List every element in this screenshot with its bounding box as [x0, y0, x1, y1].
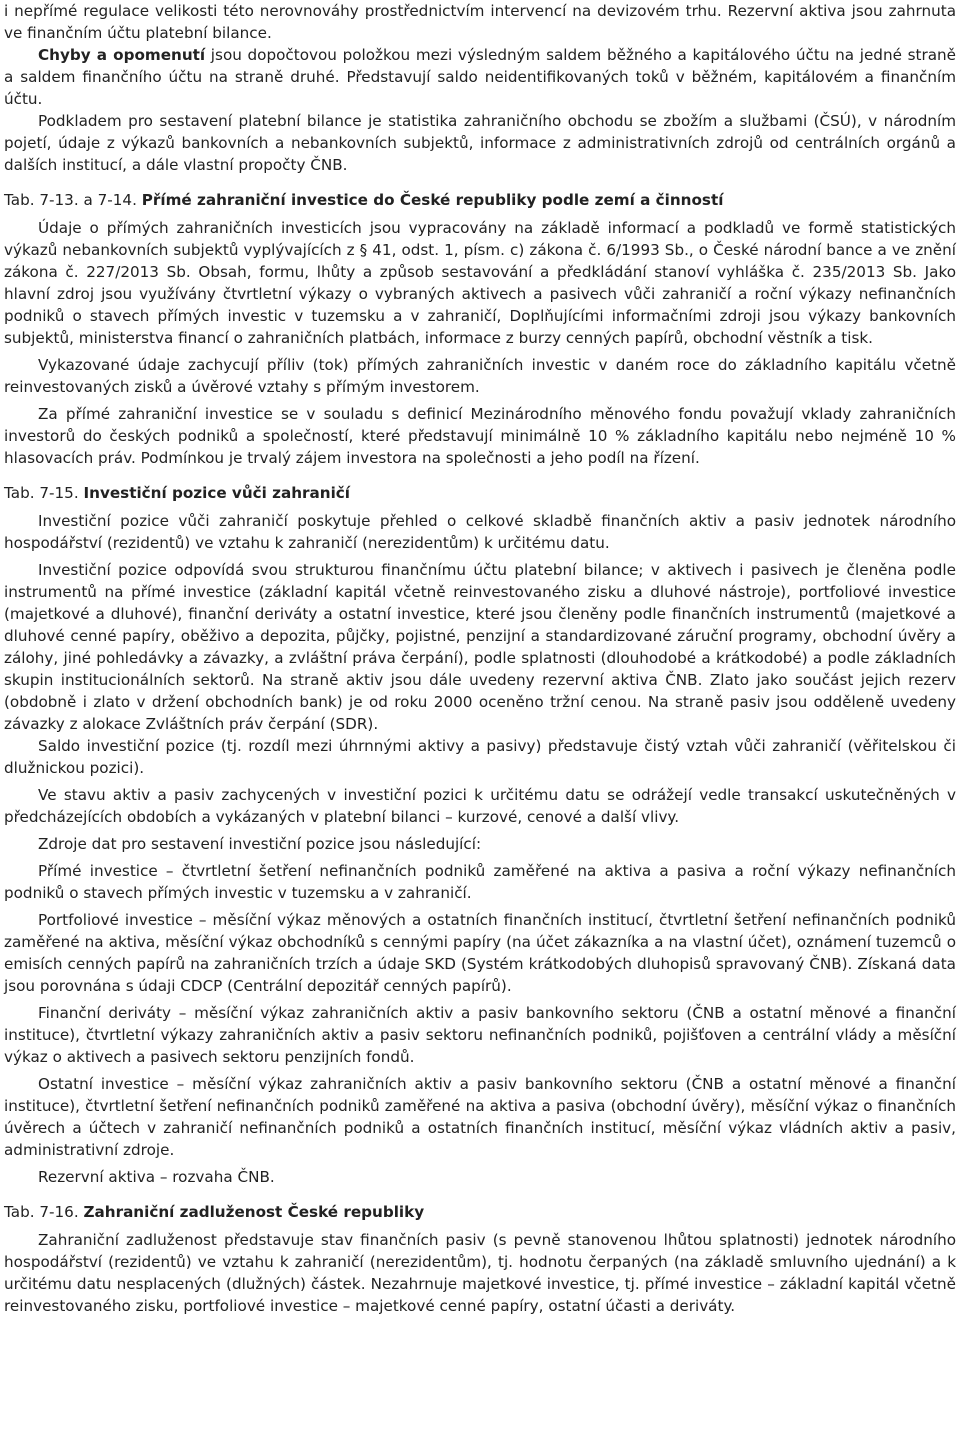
- fdi-paragraph-3: Za přímé zahraniční investice se v souladu s definicí Mezinárodního měnového fondu považují vklady zahraničních investorů do českých podniků a společností, které představují minimálně 10 % základního kapitálu nebo nejméně 10 % hlasovacích práv. Podmínkou je trvalý zájem investora na společnosti a jeho podíl na řízení.: [4, 405, 956, 467]
- iip-paragraph-2: Investiční pozice odpovídá svou strukturou finančnímu účtu platební bilance; v aktivech i pasivech je členěna podle instrumentů na přímé investice (základní kapitál včetně reinvestovaného zisku a dluhové nástroje), portfoliové investice (majetkové a dluhové), finanční deriváty a ostatní investice, které jsou členěny podle finančních instrumentů (majetkové a dluhové cenné papíry, oběživo a depozita, půjčky, pojistné, penzijní a standardizované záruční programy, obchodní úvěry a zálohy, jiné pohledávky a závazky, a zvláštní práva čerpání), podle splatnosti (dlouhodobé a krátkodobé) a podle základních skupin institucionálních sektorů. Na straně aktiv jsou dále uvedeny rezervní aktiva ČNB. Zlato jako součást jejich rezerv (obdobně i zlato v držení obchodních bank) je od roku 2000 oceněno tržní cenou. Na straně pasiv jsou odděleně uvedeny závazky z alokace Zvláštních práv čerpání (SDR).: [4, 561, 956, 733]
- iip-paragraph-5: Zdroje dat pro sestavení investiční pozice jsou následující:: [38, 835, 482, 853]
- iip-paragraph-9: Ostatní investice – měsíční výkaz zahraničních aktiv a pasiv bankovního sektoru (ČNB a ostatní měnové a finanční instituce), čtvrtletní šetření nefinančních podniků zaměřené na aktiva a pasiva (obchodní úvěry), měsíční výkaz o finančních úvěrech a účtech v zahraničí nefinančních podniků a ostatních finančních institucí, měsíční výkaz vládních aktiv a pasiv, administrativní zdroje.: [4, 1075, 956, 1159]
- iip-paragraph-7: Portfoliové investice – měsíční výkaz měnových a ostatních finančních institucí, čtvrtletní šetření nefinančních podniků zaměřené na aktiva, měsíční výkaz obchodníků s cennými papíry (na účet zákazníka a na vlastní účet), oznámení tuzemců o emisích cenných papírů na zahraničních trzích a údaje SKD (Systém krátkodobých dluhopisů spravovaný ČNB). Získaná data jsou porovnána s údaji CDCP (Centrální depozitář cenných papírů).: [4, 911, 956, 995]
- debt-paragraph-1: Zahraniční zadluženost představuje stav finančních pasiv (s pevně stanovenou lhůtou splatnosti) jednotek národního hospodářství (rezidentů) ve vztahu k zahraničí (nerezidentům), tj. hodnotu čerpaných (na základě smluvního ujednání) a k určitému datu nesplacených (dlužných) částek. Nezahrnuje majetkové investice, tj. přímé investice – základní kapitál včetně reinvestovaného zisku, portfoliové investice – majetkové cenné papíry, ostatní účasti a deriváty.: [4, 1231, 956, 1315]
- section-tab-label: Tab. 7-16.: [4, 1203, 79, 1221]
- intro-paragraph-2: [4, 44, 956, 110]
- section-heading-investment-position: [4, 482, 956, 504]
- intro-paragraph-1: i nepřímé regulace velikosti této nerovnováhy prostřednictvím intervencí na devizovém trhu. Rezervní aktiva jsou zahrnuta ve finančním účtu platební bilance.: [4, 2, 956, 42]
- section-tab-label: Tab. 7-13. a 7-14.: [4, 191, 137, 209]
- fdi-paragraph-2: Vykazované údaje zachycují příliv (tok) přímých zahraničních investic v daném roce do základního kapitálu včetně reinvestovaných zisků a úvěrové vztahy s přímým investorem.: [4, 356, 956, 396]
- iip-paragraph-4: Ve stavu aktiv a pasiv zachycených v investiční pozici k určitému datu se odrážejí vedle transakcí uskutečněných v předcházejících obdobích a vykázaných v platební bilanci – kurzové, cenové a další vlivy.: [4, 786, 956, 826]
- iip-paragraph-1: Investiční pozice vůči zahraničí poskytuje přehled o celkové skladbě finančních aktiv a pasiv jednotek národního hospodářství (rezidentů) ve vztahu k zahraničí (nerezidentům) k určitému datu.: [4, 512, 956, 552]
- section-heading-external-debt: [4, 1201, 956, 1223]
- errors-omissions-term: Chyby a opomenutí: [38, 46, 206, 64]
- section-title: Přímé zahraniční investice do České republiky podle zemí a činností: [141, 191, 724, 209]
- fdi-paragraph-1: Údaje o přímých zahraničních investicích jsou vypracovány na základě informací a podkladů ve formě statistických výkazů nebankovních subjektů vyplývajících z § 41, odst. 1, písm. c) zákona č. 6/1993 Sb., o České národní bance a ve znění zákona č. 227/2013 Sb. Obsah, formu, lhůty a způsob sestavování a předkládání stanoví vyhláška č. 235/2013 Sb. Jako hlavní zdroj jsou využívány čtvrtletní výkazy o vybraných aktivech a pasivech vůči zahraničí a roční výkazy nefinančních podniků o stavech přímých investic v tuzemsku a v zahraničí, Doplňujícími informačními zdroji jsou výkazy bankovních subjektů, ministerstva financí o zahraničních platbách, informace z burzy cenných papírů, obchodní věstník a tisk.: [4, 219, 956, 347]
- iip-paragraph-3: Saldo investiční pozice (tj. rozdíl mezi úhrnnými aktivy a pasivy) představuje čistý vztah vůči zahraničí (věřitelskou či dlužnickou pozici).: [4, 737, 956, 777]
- iip-paragraph-6: Přímé investice – čtvrtletní šetření nefinančních podniků zaměřené na aktiva a pasiva a roční výkazy nefinančních podniků o stavech přímých investic v tuzemsku a v zahraničí.: [4, 862, 956, 902]
- iip-paragraph-10: Rezervní aktiva – rozvaha ČNB.: [38, 1168, 275, 1186]
- section-heading-fdi: [4, 189, 956, 211]
- iip-paragraph-8: Finanční deriváty – měsíční výkaz zahraničních aktiv a pasiv bankovního sektoru (ČNB a ostatní měnové a finanční instituce), čtvrtletní výkazy zahraničních aktiv a pasiv sektoru nefinančních podniků, pojišťoven a centrální vlády a měsíční výkaz o aktivech a pasivech sektoru penzijních fondů.: [4, 1004, 956, 1066]
- section-title: Investiční pozice vůči zahraničí: [83, 484, 350, 502]
- intro-paragraph-3: Podkladem pro sestavení platební bilance je statistika zahraničního obchodu se zbožím a službami (ČSÚ), v národním pojetí, údaje z výkazů bankovních a nebankovních subjektů, informace z administrativních zdrojů od centrálních orgánů a dalších institucí, a dále vlastní propočty ČNB.: [4, 112, 956, 174]
- section-tab-label: Tab. 7-15.: [4, 484, 79, 502]
- intro-paragraph-2-text: jsou dopočtovou položkou mezi výsledným saldem běžného a kapitálového účtu na jedné straně a saldem finančního účtu na straně druhé. Představují saldo neidentifikovaných toků v běžném, kapitálovém a finančním účtu.: [4, 46, 956, 108]
- section-title: Zahraniční zadluženost České republiky: [83, 1203, 425, 1221]
